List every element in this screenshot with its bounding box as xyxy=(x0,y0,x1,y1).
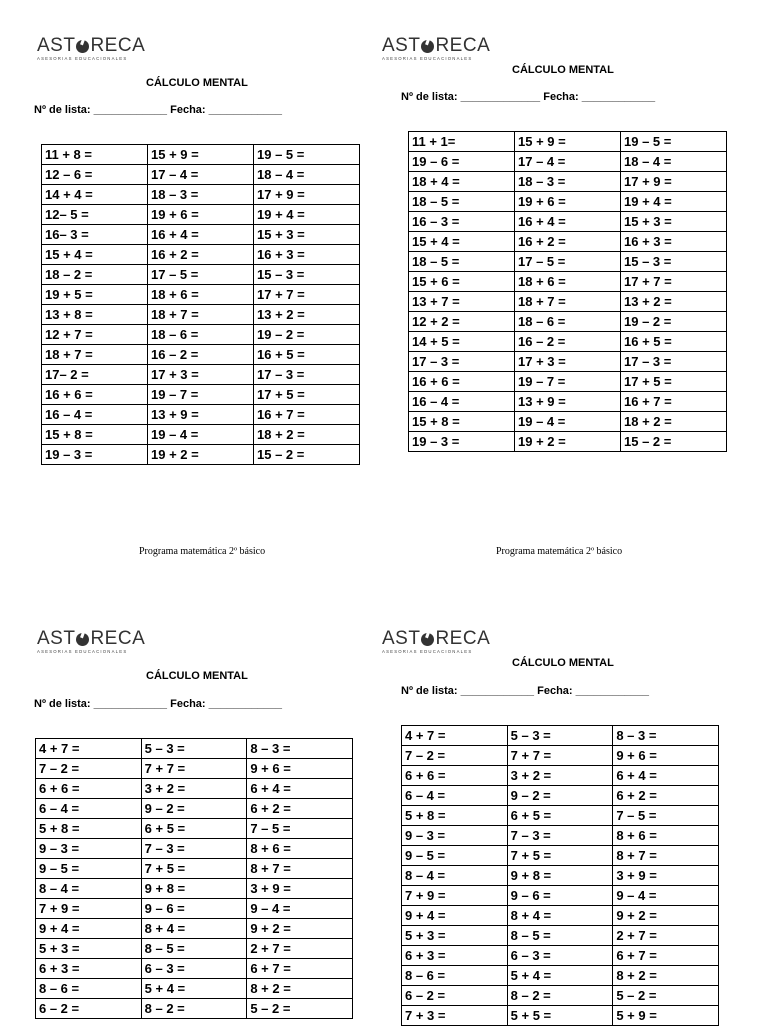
operation-cell: 8 + 4 = xyxy=(141,919,247,939)
table-row xyxy=(402,866,719,886)
operation-cell: 16 + 6 = xyxy=(42,385,148,405)
operation-cell: 8 + 2 = xyxy=(247,979,353,999)
operation-cell: 17 + 7 = xyxy=(621,272,727,292)
operation-cell: 18 + 7 = xyxy=(515,292,621,312)
operation-cell: 9 – 2 = xyxy=(507,786,613,806)
operation-cell: 8 + 2 = xyxy=(613,966,719,986)
operation-cell: 9 – 3 = xyxy=(36,839,142,859)
operation-cell: 6 + 7 = xyxy=(613,946,719,966)
operation-cell: 12– 5 = xyxy=(42,205,148,225)
operation-cell: 17 + 9 = xyxy=(254,185,360,205)
operation-cell: 18 – 4 = xyxy=(254,165,360,185)
operation-cell: 18 + 6 = xyxy=(148,285,254,305)
operation-cell: 19 – 4 = xyxy=(515,412,621,432)
operation-cell: 9 + 6 = xyxy=(613,746,719,766)
operation-cell: 16 + 5 = xyxy=(254,345,360,365)
operation-cell: 16 + 4 = xyxy=(148,225,254,245)
operation-cell: 5 + 4 = xyxy=(141,979,247,999)
table-row xyxy=(402,1006,719,1026)
table-row xyxy=(402,766,719,786)
operation-cell: 19 – 3 = xyxy=(42,445,148,465)
operation-cell: 7 + 9 = xyxy=(402,886,508,906)
logo-circle-icon xyxy=(421,633,434,646)
operation-cell: 7 – 5 = xyxy=(247,819,353,839)
operation-cell: 16 + 7 = xyxy=(254,405,360,425)
operation-cell: 16 + 6 = xyxy=(409,372,515,392)
operation-cell: 18 + 7 = xyxy=(42,345,148,365)
operation-cell: 16 + 2 = xyxy=(148,245,254,265)
operation-cell: 17 + 3 = xyxy=(515,352,621,372)
operation-cell: 5 + 8 = xyxy=(402,806,508,826)
operation-cell: 6 + 2 = xyxy=(613,786,719,806)
operation-cell: 5 + 3 = xyxy=(36,939,142,959)
operation-cell: 12 – 6 = xyxy=(42,165,148,185)
operation-cell: 13 + 7 = xyxy=(409,292,515,312)
operation-cell: 9 + 2 = xyxy=(247,919,353,939)
operation-cell: 16 – 2 = xyxy=(148,345,254,365)
table-row xyxy=(402,886,719,906)
operation-cell: 17 – 3 = xyxy=(409,352,515,372)
operation-cell: 19 – 2 = xyxy=(621,312,727,332)
operation-cell: 19 + 6 = xyxy=(148,205,254,225)
operation-cell: 7 – 2 = xyxy=(402,746,508,766)
operation-cell: 19 – 2 = xyxy=(254,325,360,345)
astoreca-logo: AST RECA ASESORIAS EDUCACIONALES xyxy=(382,35,491,61)
operation-cell: 15 + 9 = xyxy=(515,132,621,152)
operation-cell: 15 + 4 = xyxy=(42,245,148,265)
operation-cell: 8 + 6 = xyxy=(613,826,719,846)
operation-cell: 16 + 3 = xyxy=(254,245,360,265)
operation-cell: 15 + 3 = xyxy=(621,212,727,232)
operation-cell: 9 – 3 = xyxy=(402,826,508,846)
table-row xyxy=(402,926,719,946)
operation-cell: 5 – 2 = xyxy=(247,999,353,1019)
operation-cell: 8 – 5 = xyxy=(507,926,613,946)
operation-cell: 9 – 5 = xyxy=(402,846,508,866)
table-row xyxy=(402,986,719,1006)
worksheet-title: CÁLCULO MENTAL xyxy=(512,64,614,76)
operation-cell: 18 + 7 = xyxy=(148,305,254,325)
operation-cell: 6 + 5 = xyxy=(507,806,613,826)
table-row xyxy=(402,906,719,926)
operation-cell: 7 + 3 = xyxy=(402,1006,508,1026)
operation-cell: 5 + 4 = xyxy=(507,966,613,986)
operation-cell: 9 – 6 = xyxy=(141,899,247,919)
operation-cell: 18 + 2 = xyxy=(254,425,360,445)
operation-cell: 19 + 2 = xyxy=(148,445,254,465)
operation-cell: 17 + 7 = xyxy=(254,285,360,305)
operation-cell: 5 – 2 = xyxy=(613,986,719,1006)
operation-cell: 8 – 3 = xyxy=(613,726,719,746)
operation-cell: 8 – 5 = xyxy=(141,939,247,959)
operation-cell: 17 – 3 = xyxy=(254,365,360,385)
operation-cell: 17 + 5 = xyxy=(254,385,360,405)
operation-cell: 19 + 4 = xyxy=(254,205,360,225)
operation-cell: 4 + 7 = xyxy=(36,739,142,759)
astoreca-logo: AST RECA ASESORIAS EDUCACIONALES xyxy=(37,35,146,61)
operation-cell: 7 + 9 = xyxy=(36,899,142,919)
operation-cell: 9 – 6 = xyxy=(507,886,613,906)
astoreca-logo: AST RECA ASESORIAS EDUCACIONALES xyxy=(37,628,146,654)
operation-cell: 8 + 4 = xyxy=(507,906,613,926)
operation-cell: 5 – 3 = xyxy=(507,726,613,746)
operation-cell: 8 – 6 = xyxy=(402,966,508,986)
operation-cell: 6 – 3 = xyxy=(141,959,247,979)
operation-cell: 17 – 5 = xyxy=(515,252,621,272)
operation-cell: 9 – 2 = xyxy=(141,799,247,819)
table-row xyxy=(402,746,719,766)
table-row xyxy=(402,846,719,866)
operation-cell: 6 + 3 = xyxy=(402,946,508,966)
operation-cell: 16 – 3 = xyxy=(409,212,515,232)
operation-cell: 19 + 2 = xyxy=(515,432,621,452)
operation-cell: 9 + 8 = xyxy=(507,866,613,886)
footer-text: Programa matemática 2º básico xyxy=(139,546,266,557)
operation-cell: 5 + 3 = xyxy=(402,926,508,946)
operation-cell: 19 – 5 = xyxy=(621,132,727,152)
list-date-line: Nº de lista: _____________ Fecha: ____________ xyxy=(401,91,656,103)
operation-cell: 8 – 4 = xyxy=(36,879,142,899)
operation-cell: 19 – 7 = xyxy=(515,372,621,392)
operation-cell: 17– 2 = xyxy=(42,365,148,385)
list-date-line: Nº de lista: ____________ Fecha: ____________ xyxy=(34,698,283,710)
operation-cell: 13 + 2 = xyxy=(254,305,360,325)
operation-cell: 18 + 4 = xyxy=(409,172,515,192)
operation-cell: 16 – 4 = xyxy=(409,392,515,412)
operation-cell: 7 + 7 = xyxy=(141,759,247,779)
operation-cell: 16 – 2 = xyxy=(515,332,621,352)
operation-cell: 6 + 2 = xyxy=(247,799,353,819)
operation-cell: 15 + 8 = xyxy=(409,412,515,432)
operation-cell: 7 + 7 = xyxy=(507,746,613,766)
operation-cell: 15 – 3 = xyxy=(254,265,360,285)
operation-cell: 16 + 3 = xyxy=(621,232,727,252)
operation-cell: 13 + 2 = xyxy=(621,292,727,312)
operation-cell: 6 + 7 = xyxy=(247,959,353,979)
operation-cell: 8 – 3 = xyxy=(247,739,353,759)
operation-cell: 15 + 9 = xyxy=(148,145,254,165)
operation-cell: 15 – 3 = xyxy=(621,252,727,272)
operation-cell: 8 + 7 = xyxy=(613,846,719,866)
operation-cell: 13 + 9 = xyxy=(515,392,621,412)
operation-cell: 12 + 7 = xyxy=(42,325,148,345)
operation-cell: 13 + 8 = xyxy=(42,305,148,325)
operation-cell: 17 + 5 = xyxy=(621,372,727,392)
operation-cell: 18 – 2 = xyxy=(42,265,148,285)
operation-cell: 6 + 3 = xyxy=(36,959,142,979)
operation-cell: 16 + 2 = xyxy=(515,232,621,252)
worksheet-title: CÁLCULO MENTAL xyxy=(146,670,248,682)
operation-cell: 5 – 3 = xyxy=(141,739,247,759)
operation-cell: 19 + 5 = xyxy=(42,285,148,305)
operation-cell: 7 – 2 = xyxy=(36,759,142,779)
operation-cell: 13 + 9 = xyxy=(148,405,254,425)
operation-cell: 3 + 9 = xyxy=(613,866,719,886)
operation-cell: 3 + 9 = xyxy=(247,879,353,899)
operation-cell: 18 + 2 = xyxy=(621,412,727,432)
table-row xyxy=(402,966,719,986)
table-row xyxy=(402,806,719,826)
operation-cell: 18 – 6 = xyxy=(148,325,254,345)
operation-cell: 18 – 4 = xyxy=(621,152,727,172)
operation-cell: 17 – 3 = xyxy=(621,352,727,372)
operation-cell: 17 + 3 = xyxy=(148,365,254,385)
operation-cell: 18 – 3 = xyxy=(515,172,621,192)
operation-cell: 7 + 5 = xyxy=(141,859,247,879)
operation-cell: 15 + 6 = xyxy=(409,272,515,292)
list-date-line: Nº de lista: ____________ Fecha: ____________ xyxy=(401,685,650,697)
operation-cell: 9 – 4 = xyxy=(613,886,719,906)
operation-cell: 7 – 5 = xyxy=(613,806,719,826)
operation-cell: 6 – 4 = xyxy=(402,786,508,806)
operation-cell: 8 – 2 = xyxy=(507,986,613,1006)
operation-cell: 12 + 2 = xyxy=(409,312,515,332)
operation-cell: 7 + 5 = xyxy=(507,846,613,866)
operation-cell: 16 + 4 = xyxy=(515,212,621,232)
operation-cell: 8 + 6 = xyxy=(247,839,353,859)
operation-cell: 5 + 5 = xyxy=(507,1006,613,1026)
operation-cell: 5 + 9 = xyxy=(613,1006,719,1026)
operation-cell: 14 + 5 = xyxy=(409,332,515,352)
table-row xyxy=(402,946,719,966)
operation-cell: 2 + 7 = xyxy=(247,939,353,959)
operation-cell: 3 + 2 = xyxy=(141,779,247,799)
operation-cell: 19 – 4 = xyxy=(148,425,254,445)
operation-cell: 19 – 5 = xyxy=(254,145,360,165)
operation-cell: 17 – 4 = xyxy=(148,165,254,185)
operation-cell: 2 + 7 = xyxy=(613,926,719,946)
table-row xyxy=(402,786,719,806)
operation-cell: 17 + 9 = xyxy=(621,172,727,192)
operation-cell: 15 – 2 = xyxy=(621,432,727,452)
operation-cell: 11 + 1= xyxy=(409,132,515,152)
operation-cell: 9 – 4 = xyxy=(247,899,353,919)
list-date-line: Nº de lista: ____________ Fecha: ____________ xyxy=(34,104,283,116)
operation-cell: 15 + 3 = xyxy=(254,225,360,245)
operation-cell: 16 – 4 = xyxy=(42,405,148,425)
operation-cell: 9 + 8 = xyxy=(141,879,247,899)
operation-cell: 19 + 6 = xyxy=(515,192,621,212)
operation-cell: 6 + 6 = xyxy=(36,779,142,799)
operation-cell: 9 + 6 = xyxy=(247,759,353,779)
operation-cell: 9 + 4 = xyxy=(36,919,142,939)
operation-cell: 18 – 3 = xyxy=(148,185,254,205)
worksheet-title: CÁLCULO MENTAL xyxy=(146,77,248,89)
footer-text: Programa matemática 2º básico xyxy=(496,546,623,557)
operation-cell: 9 – 5 = xyxy=(36,859,142,879)
table-row xyxy=(402,726,719,746)
operation-cell: 6 – 2 = xyxy=(402,986,508,1006)
operation-cell: 4 + 7 = xyxy=(402,726,508,746)
operations-table xyxy=(401,725,719,1026)
operation-cell: 17 – 5 = xyxy=(148,265,254,285)
operation-cell: 11 + 8 = xyxy=(42,145,148,165)
operation-cell: 19 + 4 = xyxy=(621,192,727,212)
operation-cell: 15 – 2 = xyxy=(254,445,360,465)
operation-cell: 3 + 2 = xyxy=(507,766,613,786)
operation-cell: 18 – 6 = xyxy=(515,312,621,332)
operation-cell: 19 – 7 = xyxy=(148,385,254,405)
operation-cell: 17 – 4 = xyxy=(515,152,621,172)
operation-cell: 15 + 4 = xyxy=(409,232,515,252)
operation-cell: 6 – 4 = xyxy=(36,799,142,819)
operation-cell: 19 – 6 = xyxy=(409,152,515,172)
operation-cell: 18 – 5 = xyxy=(409,252,515,272)
operation-cell: 18 + 6 = xyxy=(515,272,621,292)
astoreca-logo: AST RECA ASESORIAS EDUCACIONALES xyxy=(382,628,491,654)
operation-cell: 6 – 3 = xyxy=(507,946,613,966)
operation-cell: 9 + 2 = xyxy=(613,906,719,926)
operation-cell: 6 + 5 = xyxy=(141,819,247,839)
operation-cell: 7 – 3 = xyxy=(141,839,247,859)
operation-cell: 5 + 8 = xyxy=(36,819,142,839)
operation-cell: 8 – 2 = xyxy=(141,999,247,1019)
operation-cell: 6 – 2 = xyxy=(36,999,142,1019)
operation-cell: 9 + 4 = xyxy=(402,906,508,926)
table-row xyxy=(402,826,719,846)
operation-cell: 16 + 7 = xyxy=(621,392,727,412)
operation-cell: 8 – 4 = xyxy=(402,866,508,886)
operation-cell: 6 + 4 = xyxy=(613,766,719,786)
operation-cell: 6 + 6 = xyxy=(402,766,508,786)
operation-cell: 19 – 3 = xyxy=(409,432,515,452)
operation-cell: 16– 3 = xyxy=(42,225,148,245)
operation-cell: 8 – 6 = xyxy=(36,979,142,999)
operation-cell: 15 + 8 = xyxy=(42,425,148,445)
operation-cell: 16 + 5 = xyxy=(621,332,727,352)
operation-cell: 6 + 4 = xyxy=(247,779,353,799)
operation-cell: 18 – 5 = xyxy=(409,192,515,212)
operation-cell: 7 – 3 = xyxy=(507,826,613,846)
worksheet-title: CÁLCULO MENTAL xyxy=(512,657,614,669)
operation-cell: 14 + 4 = xyxy=(42,185,148,205)
operation-cell: 8 + 7 = xyxy=(247,859,353,879)
